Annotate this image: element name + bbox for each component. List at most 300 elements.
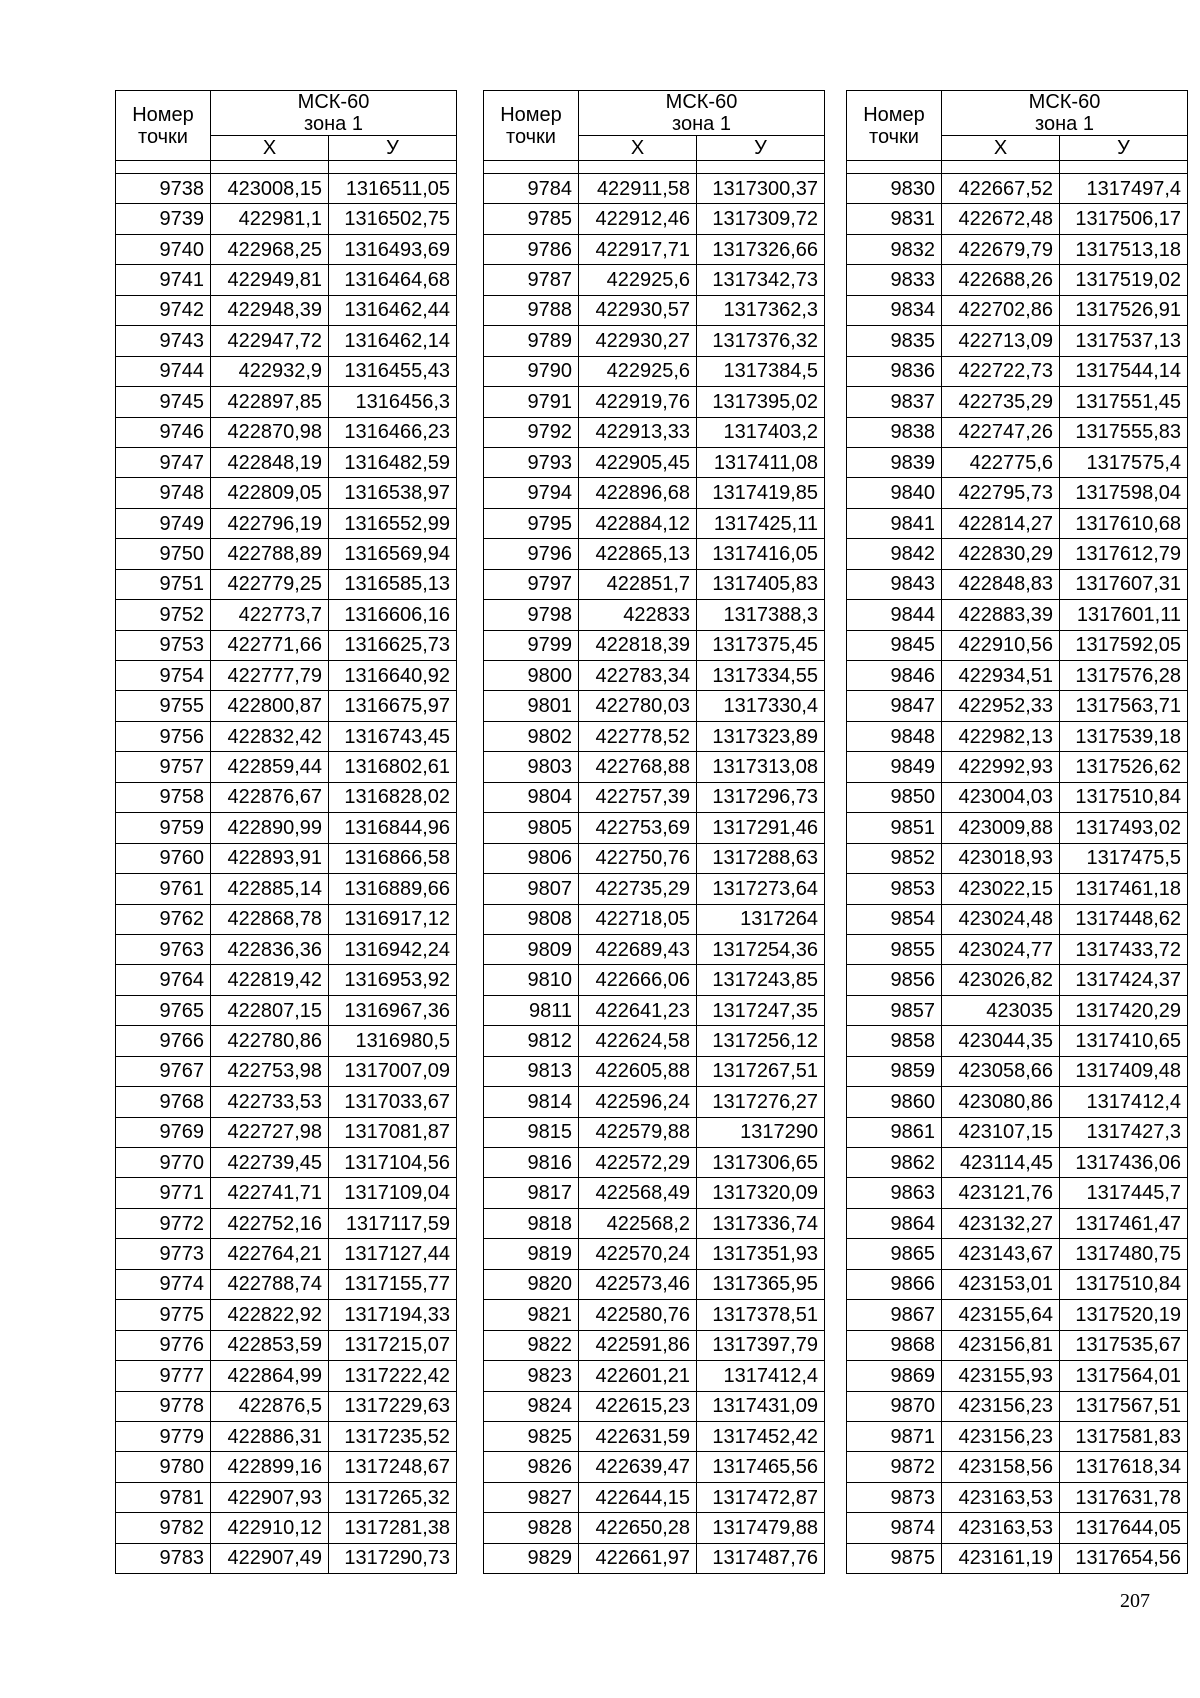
x-coordinate-cell: 422788,89 <box>211 539 329 569</box>
y-coordinate-cell: 1317351,93 <box>697 1239 825 1269</box>
point-number-cell: 9750 <box>116 539 211 569</box>
x-coordinate-cell: 422777,79 <box>211 661 329 691</box>
table-row <box>847 843 1188 873</box>
point-number-cell: 9741 <box>116 265 211 295</box>
table-row <box>116 1421 457 1451</box>
x-coordinate-cell: 422596,24 <box>579 1087 697 1117</box>
x-coordinate-cell: 422568,2 <box>579 1208 697 1238</box>
table-row <box>116 782 457 812</box>
table-row <box>847 295 1188 325</box>
point-number-header: Номер точки <box>116 91 211 161</box>
table-row <box>484 1361 825 1391</box>
x-coordinate-cell: 422818,39 <box>579 630 697 660</box>
x-coordinate-cell: 422783,34 <box>579 661 697 691</box>
x-column-header: X <box>211 136 329 161</box>
point-number-cell: 9790 <box>484 356 579 386</box>
table-row <box>116 478 457 508</box>
y-coordinate-cell: 1316511,05 <box>329 174 457 204</box>
y-coordinate-cell: 1317081,87 <box>329 1117 457 1147</box>
y-coordinate-cell: 1317276,27 <box>697 1087 825 1117</box>
y-coordinate-cell: 1317631,78 <box>1060 1482 1188 1512</box>
y-coordinate-cell: 1317510,84 <box>1060 782 1188 812</box>
y-coordinate-cell: 1317424,37 <box>1060 965 1188 995</box>
point-number-cell: 9765 <box>116 995 211 1025</box>
x-coordinate-cell: 423158,56 <box>942 1452 1060 1482</box>
table-row <box>847 874 1188 904</box>
point-number-cell: 9767 <box>116 1056 211 1086</box>
table-row <box>484 1026 825 1056</box>
y-coordinate-cell: 1317320,09 <box>697 1178 825 1208</box>
point-number-cell: 9872 <box>847 1452 942 1482</box>
y-coordinate-cell: 1317513,18 <box>1060 234 1188 264</box>
table-row <box>484 813 825 843</box>
point-number-cell: 9786 <box>484 234 579 264</box>
table-row <box>484 417 825 447</box>
point-number-cell: 9844 <box>847 600 942 630</box>
point-number-cell: 9766 <box>116 1026 211 1056</box>
x-coordinate-cell: 422631,59 <box>579 1421 697 1451</box>
y-coordinate-cell: 1317610,68 <box>1060 508 1188 538</box>
y-coordinate-cell: 1317618,34 <box>1060 1452 1188 1482</box>
x-coordinate-cell: 422982,13 <box>942 721 1060 751</box>
point-number-cell: 9763 <box>116 934 211 964</box>
x-coordinate-cell: 422814,27 <box>942 508 1060 538</box>
table-row <box>484 874 825 904</box>
table-row <box>484 1269 825 1299</box>
table-row <box>484 234 825 264</box>
table-row <box>847 995 1188 1025</box>
point-number-cell: 9846 <box>847 661 942 691</box>
table-row <box>484 265 825 295</box>
y-coordinate-cell: 1317510,84 <box>1060 1269 1188 1299</box>
y-coordinate-cell: 1317336,74 <box>697 1208 825 1238</box>
y-coordinate-cell: 1316466,23 <box>329 417 457 447</box>
y-coordinate-cell: 1317403,2 <box>697 417 825 447</box>
y-coordinate-cell: 1317576,28 <box>1060 661 1188 691</box>
table-row <box>116 752 457 782</box>
table-row <box>116 1391 457 1421</box>
point-number-cell: 9793 <box>484 447 579 477</box>
table-row <box>116 204 457 234</box>
table-row <box>116 1178 457 1208</box>
coordinates-table-1 <box>115 90 457 1574</box>
point-number-cell: 9834 <box>847 295 942 325</box>
x-coordinate-cell: 422836,36 <box>211 934 329 964</box>
y-coordinate-cell: 1316844,96 <box>329 813 457 843</box>
table-row <box>847 539 1188 569</box>
y-coordinate-cell: 1316464,68 <box>329 265 457 295</box>
x-coordinate-cell: 423132,27 <box>942 1208 1060 1238</box>
table-row <box>484 934 825 964</box>
table-row <box>484 1513 825 1543</box>
x-coordinate-cell: 422925,6 <box>579 356 697 386</box>
point-number-cell: 9778 <box>116 1391 211 1421</box>
table-row <box>847 326 1188 356</box>
y-coordinate-cell: 1317592,05 <box>1060 630 1188 660</box>
y-coordinate-cell: 1316625,73 <box>329 630 457 660</box>
x-coordinate-cell: 422615,23 <box>579 1391 697 1421</box>
x-coordinate-cell: 422952,33 <box>942 691 1060 721</box>
y-coordinate-cell: 1317427,3 <box>1060 1117 1188 1147</box>
point-number-cell: 9870 <box>847 1391 942 1421</box>
table-row <box>847 1239 1188 1269</box>
x-coordinate-cell: 423024,77 <box>942 934 1060 964</box>
y-coordinate-cell: 1316942,24 <box>329 934 457 964</box>
point-number-cell: 9871 <box>847 1421 942 1451</box>
point-number-cell: 9764 <box>116 965 211 995</box>
point-number-cell: 9757 <box>116 752 211 782</box>
x-coordinate-cell: 422727,98 <box>211 1117 329 1147</box>
y-coordinate-cell: 1316569,94 <box>329 539 457 569</box>
point-number-cell: 9852 <box>847 843 942 873</box>
y-coordinate-cell: 1317493,02 <box>1060 813 1188 843</box>
x-coordinate-cell: 422780,03 <box>579 691 697 721</box>
x-coordinate-cell: 423156,81 <box>942 1330 1060 1360</box>
y-coordinate-cell: 1316493,69 <box>329 234 457 264</box>
point-number-cell: 9748 <box>116 478 211 508</box>
x-coordinate-cell: 422768,88 <box>579 752 697 782</box>
point-number-cell: 9836 <box>847 356 942 386</box>
table-row <box>116 1087 457 1117</box>
table-row <box>847 265 1188 295</box>
point-number-cell: 9770 <box>116 1148 211 1178</box>
point-number-cell: 9810 <box>484 965 579 995</box>
point-number-cell: 9814 <box>484 1087 579 1117</box>
table-row <box>116 447 457 477</box>
y-coordinate-cell: 1317475,5 <box>1060 843 1188 873</box>
x-coordinate-cell: 422876,67 <box>211 782 329 812</box>
x-coordinate-cell: 422688,26 <box>942 265 1060 295</box>
point-number-cell: 9784 <box>484 174 579 204</box>
x-coordinate-cell: 422739,45 <box>211 1148 329 1178</box>
point-number-cell: 9780 <box>116 1452 211 1482</box>
table-row <box>484 721 825 751</box>
x-coordinate-cell: 422992,93 <box>942 752 1060 782</box>
x-coordinate-cell: 422851,7 <box>579 569 697 599</box>
table-row <box>116 1482 457 1512</box>
table-row <box>484 1148 825 1178</box>
table-row <box>484 508 825 538</box>
x-coordinate-cell: 422864,99 <box>211 1361 329 1391</box>
x-coordinate-cell: 422733,53 <box>211 1087 329 1117</box>
x-coordinate-cell: 422809,05 <box>211 478 329 508</box>
table-row <box>116 1543 457 1573</box>
x-coordinate-cell: 423080,86 <box>942 1087 1060 1117</box>
point-number-cell: 9821 <box>484 1300 579 1330</box>
y-coordinate-cell: 1317506,17 <box>1060 204 1188 234</box>
y-coordinate-cell: 1316743,45 <box>329 721 457 751</box>
x-coordinate-cell: 422661,97 <box>579 1543 697 1573</box>
point-number-cell: 9773 <box>116 1239 211 1269</box>
point-number-cell: 9807 <box>484 874 579 904</box>
table-row <box>847 1452 1188 1482</box>
y-coordinate-cell: 1316828,02 <box>329 782 457 812</box>
table-row <box>116 387 457 417</box>
x-coordinate-cell: 422568,49 <box>579 1178 697 1208</box>
x-coordinate-cell: 422764,21 <box>211 1239 329 1269</box>
table-row <box>116 1148 457 1178</box>
x-coordinate-cell: 422884,12 <box>579 508 697 538</box>
y-coordinate-cell: 1317365,95 <box>697 1269 825 1299</box>
point-number-cell: 9824 <box>484 1391 579 1421</box>
point-number-cell: 9740 <box>116 234 211 264</box>
x-coordinate-cell: 422672,48 <box>942 204 1060 234</box>
y-coordinate-cell: 1317300,37 <box>697 174 825 204</box>
y-coordinate-cell: 1316462,44 <box>329 295 457 325</box>
x-coordinate-cell: 422771,66 <box>211 630 329 660</box>
x-coordinate-cell: 422795,73 <box>942 478 1060 508</box>
y-coordinate-cell: 1317480,75 <box>1060 1239 1188 1269</box>
point-number-cell: 9850 <box>847 782 942 812</box>
x-coordinate-cell: 422919,76 <box>579 387 697 417</box>
point-number-cell: 9849 <box>847 752 942 782</box>
y-coordinate-cell: 1317306,65 <box>697 1148 825 1178</box>
table-row <box>116 265 457 295</box>
table-row <box>847 1269 1188 1299</box>
table-row <box>484 204 825 234</box>
table-row <box>484 295 825 325</box>
table-row <box>484 387 825 417</box>
table-row <box>847 234 1188 264</box>
table-row <box>116 1208 457 1238</box>
point-number-cell: 9806 <box>484 843 579 873</box>
table-row <box>116 1269 457 1299</box>
point-number-cell: 9809 <box>484 934 579 964</box>
y-coordinate-cell: 1317448,62 <box>1060 904 1188 934</box>
table-row <box>116 539 457 569</box>
point-number-cell: 9842 <box>847 539 942 569</box>
point-number-cell: 9805 <box>484 813 579 843</box>
point-number-cell: 9839 <box>847 447 942 477</box>
point-number-cell: 9817 <box>484 1178 579 1208</box>
x-coordinate-cell: 422750,76 <box>579 843 697 873</box>
x-coordinate-cell: 422639,47 <box>579 1452 697 1482</box>
table-row <box>484 174 825 204</box>
y-coordinate-cell: 1317296,73 <box>697 782 825 812</box>
y-coordinate-cell: 1317376,32 <box>697 326 825 356</box>
y-coordinate-cell: 1317612,79 <box>1060 539 1188 569</box>
y-coordinate-cell: 1317194,33 <box>329 1300 457 1330</box>
x-coordinate-cell: 423004,03 <box>942 782 1060 812</box>
table-row <box>484 1482 825 1512</box>
table-row <box>484 904 825 934</box>
x-coordinate-cell: 422718,05 <box>579 904 697 934</box>
point-number-cell: 9798 <box>484 600 579 630</box>
y-coordinate-cell: 1317535,67 <box>1060 1330 1188 1360</box>
x-coordinate-cell: 423107,15 <box>942 1117 1060 1147</box>
table-row <box>847 1148 1188 1178</box>
point-number-cell: 9752 <box>116 600 211 630</box>
point-number-cell: 9785 <box>484 204 579 234</box>
point-number-cell: 9759 <box>116 813 211 843</box>
y-coordinate-cell: 1317264 <box>697 904 825 934</box>
x-coordinate-cell: 422591,86 <box>579 1330 697 1360</box>
y-coordinate-cell: 1317497,4 <box>1060 174 1188 204</box>
point-number-cell: 9832 <box>847 234 942 264</box>
table-row <box>847 1056 1188 1086</box>
point-number-cell: 9830 <box>847 174 942 204</box>
point-number-cell: 9835 <box>847 326 942 356</box>
y-coordinate-cell: 1317598,04 <box>1060 478 1188 508</box>
y-coordinate-cell: 1317323,89 <box>697 721 825 751</box>
table-row <box>847 1208 1188 1238</box>
x-coordinate-cell: 422641,23 <box>579 995 697 1025</box>
y-coordinate-cell: 1317290,73 <box>329 1543 457 1573</box>
table-body <box>116 174 457 1574</box>
table-row <box>116 995 457 1025</box>
x-coordinate-cell: 423161,19 <box>942 1543 1060 1573</box>
table-row <box>847 600 1188 630</box>
y-coordinate-cell: 1317388,3 <box>697 600 825 630</box>
point-number-cell: 9789 <box>484 326 579 356</box>
y-coordinate-cell: 1317397,79 <box>697 1330 825 1360</box>
table-row <box>484 691 825 721</box>
y-coordinate-cell: 1317425,11 <box>697 508 825 538</box>
point-number-cell: 9774 <box>116 1269 211 1299</box>
y-column-header: У <box>697 136 825 161</box>
table-row <box>116 934 457 964</box>
table-row <box>847 569 1188 599</box>
x-coordinate-cell: 422912,46 <box>579 204 697 234</box>
y-coordinate-cell: 1317487,76 <box>697 1543 825 1573</box>
x-coordinate-cell: 422848,19 <box>211 447 329 477</box>
y-coordinate-cell: 1316456,3 <box>329 387 457 417</box>
table-row <box>116 1452 457 1482</box>
y-coordinate-cell: 1317273,64 <box>697 874 825 904</box>
y-coordinate-cell: 1316917,12 <box>329 904 457 934</box>
y-coordinate-cell: 1317419,85 <box>697 478 825 508</box>
x-coordinate-cell: 422848,83 <box>942 569 1060 599</box>
table-row <box>847 721 1188 751</box>
point-number-cell: 9848 <box>847 721 942 751</box>
y-coordinate-cell: 1317564,01 <box>1060 1361 1188 1391</box>
point-number-cell: 9772 <box>116 1208 211 1238</box>
point-number-cell: 9800 <box>484 661 579 691</box>
y-coordinate-cell: 1316967,36 <box>329 995 457 1025</box>
point-number-cell: 9816 <box>484 1148 579 1178</box>
table-row <box>116 965 457 995</box>
table-row <box>116 1117 457 1147</box>
y-coordinate-cell: 1317581,83 <box>1060 1421 1188 1451</box>
y-coordinate-cell: 1317433,72 <box>1060 934 1188 964</box>
y-coordinate-cell: 1317607,31 <box>1060 569 1188 599</box>
y-coordinate-cell: 1317007,09 <box>329 1056 457 1086</box>
point-number-cell: 9818 <box>484 1208 579 1238</box>
y-coordinate-cell: 1317465,56 <box>697 1452 825 1482</box>
y-coordinate-cell: 1317215,07 <box>329 1330 457 1360</box>
x-coordinate-cell: 422778,52 <box>579 721 697 751</box>
y-coordinate-cell: 1317409,48 <box>1060 1056 1188 1086</box>
x-coordinate-cell: 423008,15 <box>211 174 329 204</box>
x-coordinate-cell: 423163,53 <box>942 1482 1060 1512</box>
y-coordinate-cell: 1317290 <box>697 1117 825 1147</box>
point-number-cell: 9866 <box>847 1269 942 1299</box>
y-coordinate-cell: 1316482,59 <box>329 447 457 477</box>
x-coordinate-cell: 423026,82 <box>942 965 1060 995</box>
x-coordinate-cell: 423143,67 <box>942 1239 1060 1269</box>
point-number-cell: 9791 <box>484 387 579 417</box>
x-coordinate-cell: 422572,29 <box>579 1148 697 1178</box>
y-coordinate-cell: 1317362,3 <box>697 295 825 325</box>
y-coordinate-cell: 1317127,44 <box>329 1239 457 1269</box>
table-row <box>116 174 457 204</box>
x-coordinate-cell: 422779,25 <box>211 569 329 599</box>
table-row <box>116 234 457 264</box>
table-row <box>484 1330 825 1360</box>
point-number-cell: 9841 <box>847 508 942 538</box>
table-row <box>116 904 457 934</box>
table-row <box>484 1087 825 1117</box>
point-number-cell: 9783 <box>116 1543 211 1573</box>
x-coordinate-cell: 422913,33 <box>579 417 697 447</box>
table-row <box>847 1361 1188 1391</box>
table-row <box>116 691 457 721</box>
point-number-cell: 9782 <box>116 1513 211 1543</box>
y-coordinate-cell: 1317222,42 <box>329 1361 457 1391</box>
y-coordinate-cell: 1317281,38 <box>329 1513 457 1543</box>
x-coordinate-cell: 422947,72 <box>211 326 329 356</box>
y-coordinate-cell: 1317410,65 <box>1060 1026 1188 1056</box>
x-coordinate-cell: 422667,52 <box>942 174 1060 204</box>
x-coordinate-cell: 422899,16 <box>211 1452 329 1482</box>
point-number-cell: 9808 <box>484 904 579 934</box>
table-row <box>116 721 457 751</box>
x-coordinate-cell: 422644,15 <box>579 1482 697 1512</box>
table-body <box>484 174 825 1574</box>
point-number-header: Номер точки <box>847 91 942 161</box>
point-number-cell: 9874 <box>847 1513 942 1543</box>
table-row <box>116 600 457 630</box>
table-row <box>484 1391 825 1421</box>
table-row <box>847 661 1188 691</box>
point-number-cell: 9762 <box>116 904 211 934</box>
point-number-cell: 9826 <box>484 1452 579 1482</box>
x-coordinate-cell: 422917,71 <box>579 234 697 264</box>
point-number-cell: 9802 <box>484 721 579 751</box>
table-row <box>116 295 457 325</box>
y-coordinate-cell: 1316980,5 <box>329 1026 457 1056</box>
y-coordinate-cell: 1316802,61 <box>329 752 457 782</box>
x-column-header: X <box>942 136 1060 161</box>
coordinate-system-header: МСК-60 зона 1 <box>579 91 825 136</box>
y-coordinate-cell: 1317309,72 <box>697 204 825 234</box>
x-coordinate-cell: 422579,88 <box>579 1117 697 1147</box>
point-number-cell: 9840 <box>847 478 942 508</box>
x-coordinate-cell: 422910,12 <box>211 1513 329 1543</box>
point-number-cell: 9804 <box>484 782 579 812</box>
x-coordinate-cell: 422886,31 <box>211 1421 329 1451</box>
point-number-cell: 9788 <box>484 295 579 325</box>
x-coordinate-cell: 423024,48 <box>942 904 1060 934</box>
point-number-cell: 9787 <box>484 265 579 295</box>
x-coordinate-cell: 422822,92 <box>211 1300 329 1330</box>
y-column-header: У <box>329 136 457 161</box>
x-coordinate-cell: 422932,9 <box>211 356 329 386</box>
table-row <box>484 1421 825 1451</box>
point-number-cell: 9751 <box>116 569 211 599</box>
table-row <box>847 1391 1188 1421</box>
y-coordinate-cell: 1317104,56 <box>329 1148 457 1178</box>
table-row <box>484 539 825 569</box>
y-coordinate-cell: 1317526,62 <box>1060 752 1188 782</box>
y-coordinate-cell: 1316866,58 <box>329 843 457 873</box>
point-number-cell: 9795 <box>484 508 579 538</box>
table-row <box>116 326 457 356</box>
table-row <box>847 782 1188 812</box>
table-row <box>847 1513 1188 1543</box>
point-number-cell: 9860 <box>847 1087 942 1117</box>
page-number: 207 <box>1120 1590 1150 1612</box>
